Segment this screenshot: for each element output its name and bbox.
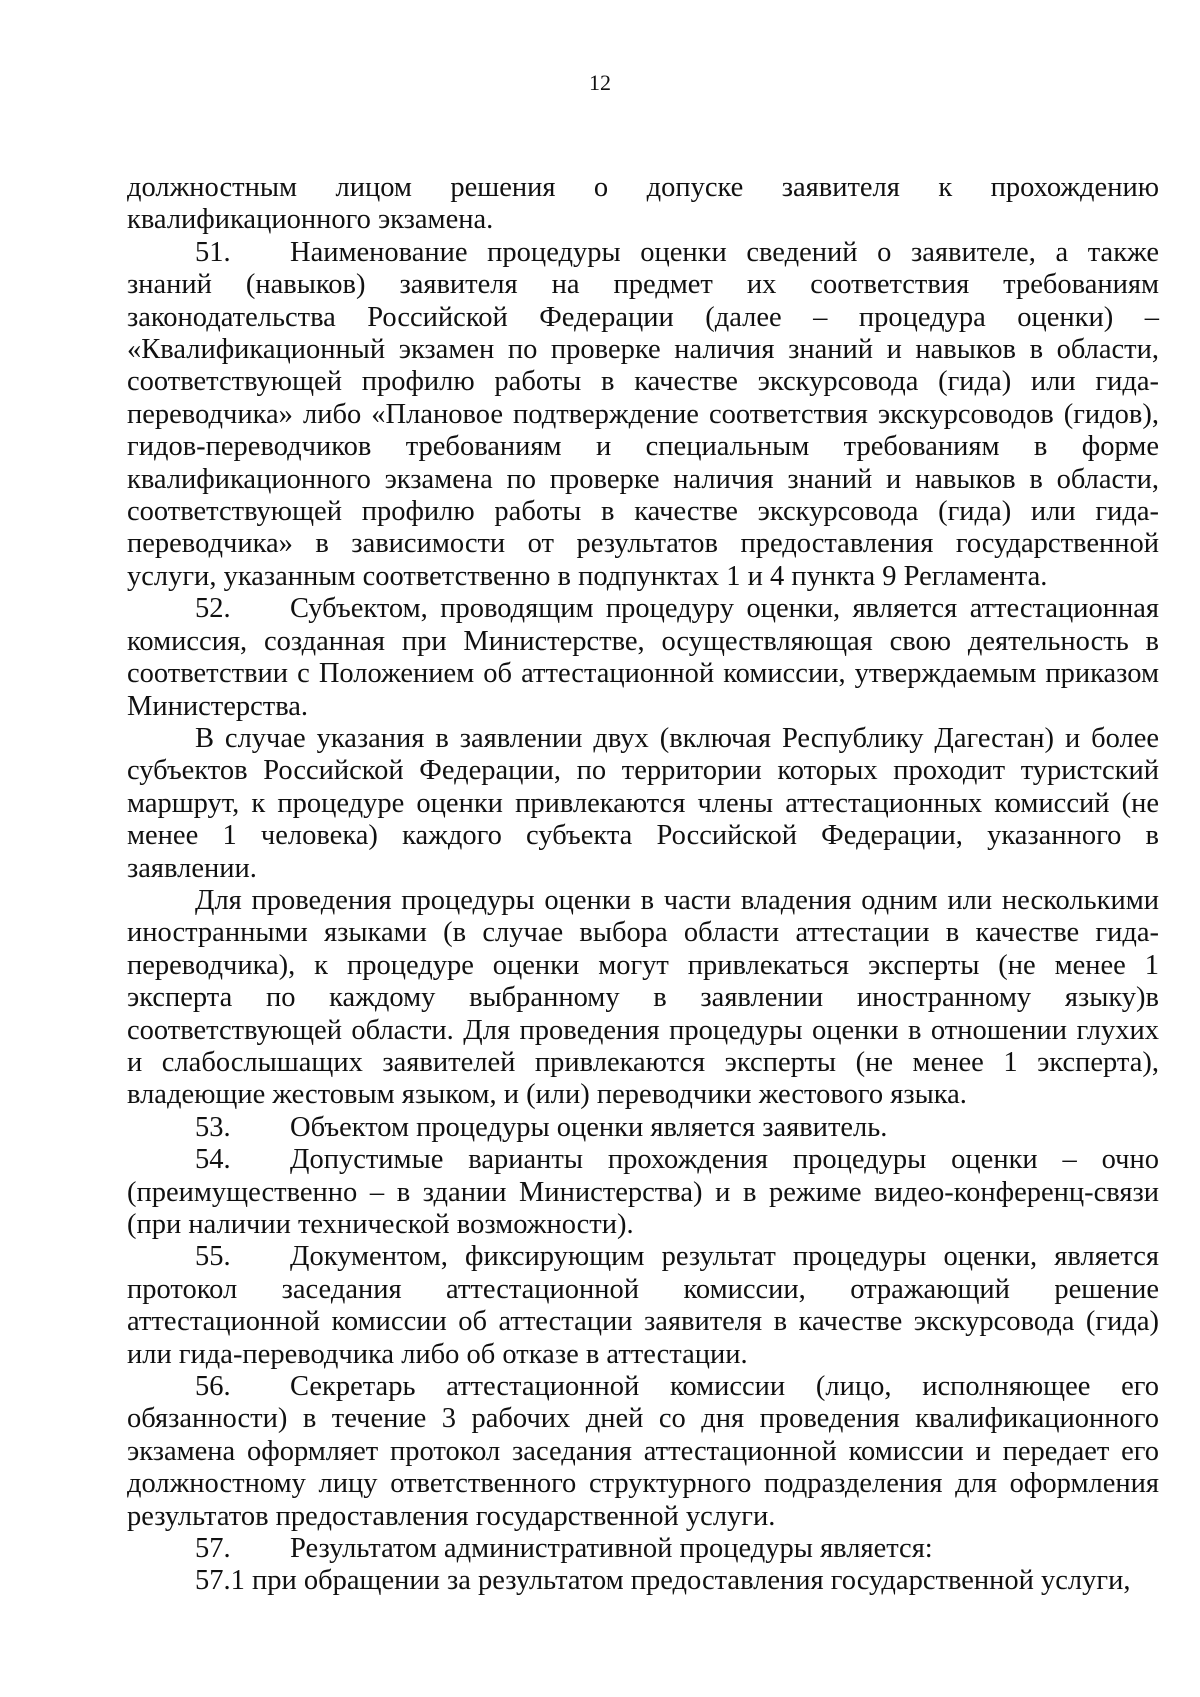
paragraph-text: при обращении за результатом предоставления государственной услуги, <box>252 1565 1131 1597</box>
paragraph-57 <box>127 1533 1159 1565</box>
paragraph-number: 54. <box>195 1144 231 1176</box>
paragraph-number: 55. <box>195 1241 231 1273</box>
paragraph-51 <box>127 237 1159 593</box>
paragraph-56 <box>127 1371 1159 1533</box>
paragraph-text: должностным лицом решения о допуске заявителя к прохождению квалификационного экзамена. <box>127 172 1159 236</box>
paragraph-57-1 <box>127 1565 1159 1597</box>
paragraph-text: Объектом процедуры оценки является заявитель. <box>290 1111 888 1143</box>
paragraph-number: 53. <box>195 1111 231 1143</box>
paragraph-text: Документом, фиксирующим результат процедуры оценки, является протокол заседания аттестационной комиссии, отражающий решение аттестационной комиссии об аттестации заявителя в качестве экскурсовода (гида) или гида-переводчика либо об отказе в аттестации. <box>127 1241 1159 1370</box>
paragraph-number: 57. <box>195 1533 231 1565</box>
paragraph-number: 52. <box>195 593 231 625</box>
paragraph-55 <box>127 1241 1159 1371</box>
paragraph-52 <box>127 593 1159 723</box>
paragraph-text: Допустимые варианты прохождения процедуры оценки – очно (преимущественно – в здании Министерства) и в режиме видео-конференц-связи (при наличии технической возможности). <box>127 1144 1159 1240</box>
paragraph-53 <box>127 1112 1159 1144</box>
paragraph-text: В случае указания в заявлении двух (включая Республику Дагестан) и более субъектов Российской Федерации, по территории которых проходит туристский маршрут, к процедуре оценки привлекаются члены аттестационных комиссий (не менее 1 человека) каждого субъекта Российской Федерации, указанного в заявлении. <box>127 722 1159 884</box>
paragraph-number: 56. <box>195 1371 231 1403</box>
page-number: 12 <box>589 70 611 95</box>
paragraph-text: Наименование процедуры оценки сведений о заявителе, а также знаний (навыков) заявителя на предмет их соответствия требованиям законодательства Российской Федерации (далее – процедура оценки) – «Квалификационный экзамен по проверке наличия знаний и навыков в области, соответствующей профилю работы в качестве экскурсовода (гида) или гида-переводчика» либо «Плановое подтверждение соответствия экскурсоводов (гидов), гидов-переводчиков требованиям и специальным требованиям в форме квалификационного экзамена по проверке наличия знаний и навыков в области, соответствующей профилю работы в качестве экскурсовода (гида) или гида-переводчика» в зависимости от результатов предоставления государственной услуги, указанным соответственно в подпунктах 1 и 4 пункта 9 Регламента. <box>127 236 1159 592</box>
paragraph-text: Результатом административной процедуры является: <box>290 1533 933 1565</box>
paragraph-52-experts <box>127 885 1159 1112</box>
paragraph-text: Секретарь аттестационной комиссии (лицо, исполняющее его обязанности) в течение 3 рабочих дней со дня проведения квалификационного экзамена оформляет протокол заседания аттестационной комиссии и передает его должностному лицу ответственного структурного подразделения для оформления результатов предоставления государственной услуги. <box>127 1371 1159 1532</box>
paragraph-number: 57.1 <box>195 1565 245 1597</box>
paragraph-continuation <box>127 172 1159 237</box>
paragraph-text: Субъектом, проводящим процедуру оценки, является аттестационная комиссия, созданная при Министерстве, осуществляющая свою деятельность в соответствии с Положением об аттестационной комиссии, утверждаемым приказом Министерства. <box>127 593 1159 722</box>
paragraph-text: Для проведения процедуры оценки в части владения одним или несколькими иностранными языками (в случае выбора области аттестации в качестве гида-переводчика), к процедуре оценки могут привлекаться эксперты (не менее 1 эксперта по каждому выбранному в заявлении иностранному языку)в соответствующей области. Для проведения процедуры оценки в отношении глухих и слабослышащих заявителей привлекаются эксперты (не менее 1 эксперта), владеющие жестовым языком, и (или) переводчики жестового языка. <box>127 884 1159 1111</box>
document-body <box>127 172 1159 1598</box>
paragraph-52-subjects <box>127 723 1159 885</box>
paragraph-number: 51. <box>195 236 231 268</box>
paragraph-54 <box>127 1144 1159 1241</box>
